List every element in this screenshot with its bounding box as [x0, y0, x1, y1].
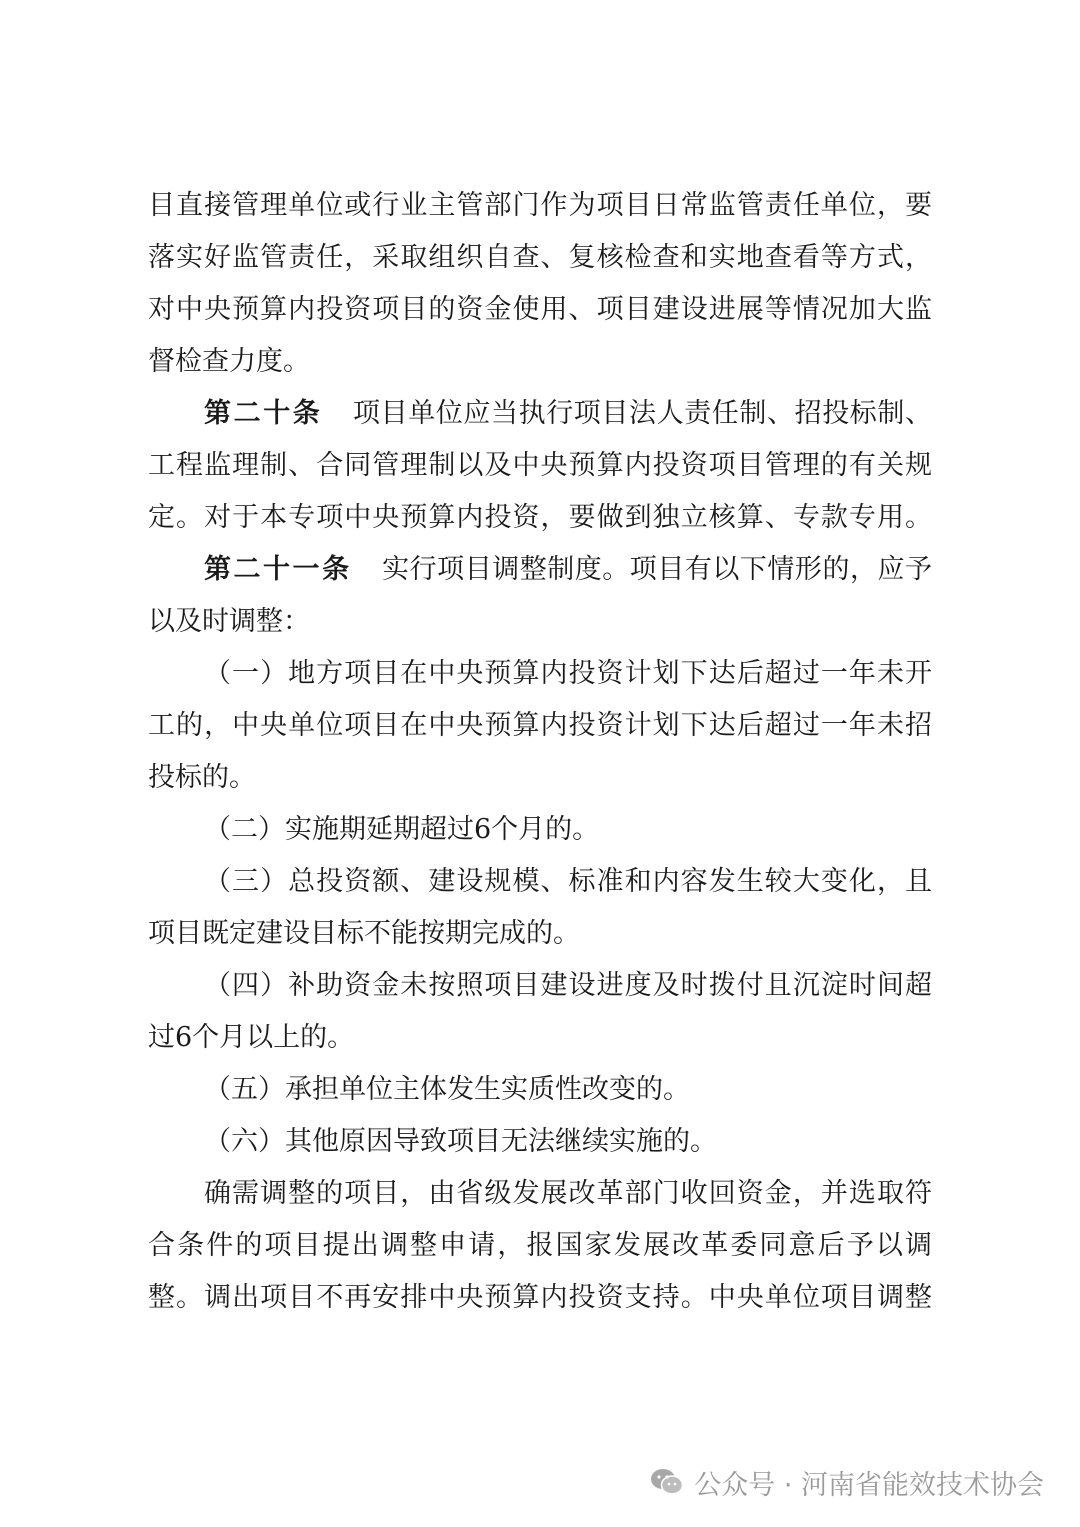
watermark: [650, 1462, 1044, 1502]
text-line: 以及时调整：: [148, 606, 310, 637]
text-line: 定。对于本专项中央预算内投资，要做到独立核算、专款专用。: [148, 502, 932, 533]
text-line: 整。调出项目不再安排中央预算内投资支持。中央单位项目调整: [148, 1282, 932, 1313]
text-line: 投标的。: [148, 762, 256, 793]
text-line: 目直接管理单位或行业主管部门作为项目日常监管责任单位，要: [148, 190, 932, 221]
article-21-heading: 第二十一条: [204, 554, 352, 585]
text-line: 工的，中央单位项目在中央预算内投资计划下达后超过一年未招: [148, 710, 932, 741]
article-21-line: [148, 544, 932, 596]
text-line: 合条件的项目提出调整申请，报国家发展改革委同意后予以调: [148, 1230, 932, 1261]
wechat-icon: [650, 1468, 684, 1496]
list-item-2: （二）实施期延期超过6个月的。: [204, 814, 600, 845]
text-line: 工程监理制、合同管理制以及中央预算内投资项目管理的有关规: [148, 450, 932, 481]
watermark-text: 公众号 · 河南省能效技术协会: [694, 1469, 1044, 1501]
text-line: 落实好监管责任，采取组织自查、复核检查和实地查看等方式，: [148, 242, 932, 273]
text-line: 督检查力度。: [148, 346, 310, 377]
article-20-text: 项目单位应当执行项目法人责任制、招投标制、: [352, 398, 932, 429]
list-item-6: （六）其他原因导致项目无法继续实施的。: [204, 1126, 717, 1157]
text-line: 过6个月以上的。: [148, 1022, 355, 1053]
text-line: 项目既定建设目标不能按期完成的。: [148, 918, 580, 949]
text-line: 对中央预算内投资项目的资金使用、项目建设进展等情况加大监: [148, 294, 932, 325]
list-item-3: （三）总投资额、建设规模、标准和内容发生较大变化，且: [204, 866, 932, 897]
article-21-text: 实行项目调整制度。项目有以下情形的，应予: [381, 554, 932, 585]
article-20-line: [148, 388, 932, 440]
list-item-5: （五）承担单位主体发生实质性改变的。: [204, 1074, 690, 1105]
text-line: 确需调整的项目，由省级发展改革部门收回资金，并选取符: [204, 1178, 932, 1209]
list-item-1: （一）地方项目在中央预算内投资计划下达后超过一年未开: [204, 658, 932, 689]
article-20-heading: 第二十条: [204, 398, 323, 429]
list-item-4: （四）补助资金未按照项目建设进度及时拨付且沉淀时间超: [204, 970, 932, 1001]
document-body: [148, 180, 932, 1324]
